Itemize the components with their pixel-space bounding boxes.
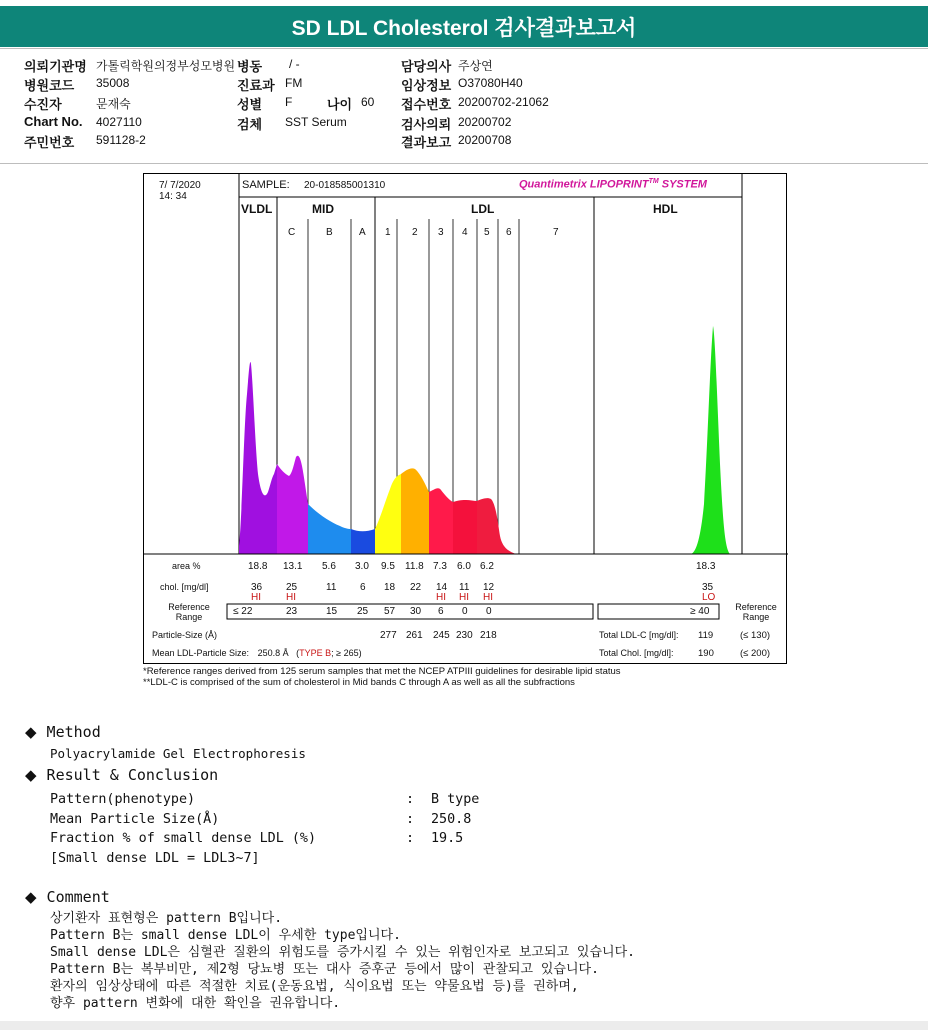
- vldl-ref: ≤ 22: [233, 606, 253, 617]
- total-ldl-ref: (≤ 130): [740, 630, 771, 641]
- band-size: 245: [433, 630, 450, 641]
- info-row: [237, 75, 303, 94]
- system-name: [519, 178, 707, 191]
- report-title: SD LDL Cholesterol 검사결과보고서: [0, 6, 928, 47]
- vldl-flag: HI: [251, 592, 261, 603]
- system-name-main: Quantimetrix LIPOPRINT: [519, 178, 649, 191]
- mean-type: TYPE B: [299, 648, 332, 658]
- band-chol: 6: [360, 582, 366, 593]
- comment-heading-text: Comment: [46, 888, 110, 906]
- footnote-1: *Reference ranges derived from 125 serum samples that met the NCEP ATPIII guidelines for desirable lipid status: [143, 666, 621, 677]
- band-flag: HI: [286, 592, 296, 603]
- bottom-strip: [0, 1021, 928, 1030]
- group-hdl: HDL: [653, 202, 678, 216]
- band-label: A: [359, 227, 366, 238]
- band-label: 6: [506, 227, 512, 238]
- result-value: B type: [431, 792, 480, 807]
- report-time: 14: 34: [159, 191, 187, 202]
- band-area: 3.0: [355, 561, 369, 572]
- info-row: [24, 75, 130, 94]
- result-sep: :: [406, 812, 415, 827]
- comment-line: 환자의 임상상태에 따른 적절한 치료(운동요법, 식이요법 또는 약물요법 등)를 권하며,: [50, 979, 579, 994]
- total-chol-value: 190: [698, 648, 714, 659]
- band-ref: 23: [286, 606, 298, 617]
- lipoprint-report: [143, 173, 787, 664]
- mean-size-label: Mean LDL-Particle Size:: [152, 648, 250, 658]
- info-key: 수진자: [24, 97, 62, 112]
- info-key: 의뢰기관명: [24, 59, 87, 74]
- info-row: [24, 114, 142, 129]
- result-value: 19.5: [431, 831, 464, 846]
- band-size: 230: [456, 630, 473, 641]
- result-key: Pattern(phenotype): [50, 792, 196, 807]
- info-row: [237, 94, 293, 113]
- result-heading-text: Result & Conclusion: [46, 766, 219, 784]
- diamond-icon: ◆: [25, 766, 37, 784]
- info-key: 결과보고: [401, 135, 452, 150]
- info-key: 나이: [327, 97, 353, 112]
- hdl-area: 18.3: [696, 561, 716, 572]
- band-flag: HI: [483, 592, 493, 603]
- comment-heading: [25, 888, 110, 906]
- total-chol-ref: (≤ 200): [740, 648, 771, 659]
- result-sep: :: [406, 831, 415, 846]
- result-key: Fraction % of small dense LDL (%): [50, 831, 317, 846]
- ldl5-peak: [477, 498, 516, 554]
- system-name-suffix: SYSTEM: [658, 178, 707, 191]
- band-chol: 14: [436, 582, 448, 593]
- diamond-icon: ◆: [25, 723, 37, 741]
- band-size: 261: [406, 630, 423, 641]
- comment-line: 상기환자 표현형은 pattern B입니다.: [50, 911, 283, 926]
- band-chol: 11: [459, 582, 470, 593]
- band-chol: 12: [483, 582, 495, 593]
- info-row: [24, 132, 146, 151]
- group-ldl: LDL: [471, 202, 495, 216]
- vldl-chol: 36: [251, 582, 263, 593]
- info-value: 20200702-21062: [458, 95, 549, 109]
- header-divider: [0, 48, 928, 49]
- info-row: [401, 94, 549, 113]
- band-ref: 15: [326, 606, 338, 617]
- info-value: 주상연: [458, 59, 493, 73]
- vldl-peak: [239, 362, 277, 554]
- info-row: [401, 56, 493, 75]
- band-ref: 0: [462, 606, 468, 617]
- info-key: 담당의사: [401, 59, 452, 74]
- info-value: 4027110: [96, 115, 142, 129]
- mean-type-open: (: [296, 648, 300, 658]
- info-key: 검사의뢰: [401, 117, 452, 132]
- info-value: 문재숙: [96, 97, 131, 111]
- band-area: 11.8: [405, 561, 424, 572]
- band-ref: 57: [384, 606, 396, 617]
- info-row: [24, 56, 236, 75]
- ref-row-label: Reference Range: [168, 602, 210, 622]
- info-divider: [0, 163, 928, 164]
- band-area: 6.2: [480, 561, 494, 572]
- sample-label: SAMPLE:: [242, 179, 290, 191]
- info-key: 성별: [237, 97, 263, 112]
- info-value: 591128-2: [96, 133, 146, 147]
- band-label: 7: [553, 227, 559, 238]
- info-key: 접수번호: [401, 97, 452, 112]
- info-key: 검체: [237, 117, 263, 132]
- size-row-label: Particle-Size (Å): [152, 630, 218, 640]
- info-value: O37080H40: [458, 76, 523, 90]
- info-value: 35008: [96, 76, 130, 90]
- ldl2-peak: [401, 468, 429, 554]
- result-value: 250.8: [431, 812, 472, 827]
- vldl-area: 18.8: [248, 561, 268, 572]
- ref-row-label-right: Reference Range: [735, 602, 777, 622]
- info-row: [237, 114, 347, 133]
- band-label: 1: [385, 227, 391, 238]
- band-area: 13.1: [283, 561, 303, 572]
- info-row: [24, 94, 131, 113]
- info-key: 진료과: [237, 78, 275, 93]
- band-ref: 6: [438, 606, 444, 617]
- mean-type-close: ; ≥ 265): [331, 648, 362, 658]
- footnote-2: **LDL-C is comprised of the sum of cholesterol in Mid bands C through A as well as all the subfractions: [143, 677, 575, 688]
- info-row: [401, 75, 523, 94]
- info-value: SST Serum: [285, 115, 347, 129]
- diamond-icon: ◆: [25, 888, 37, 906]
- band-label: 4: [462, 227, 468, 238]
- hdl-chol: 35: [702, 582, 714, 593]
- total-ldl-value: 119: [698, 630, 714, 641]
- area-row-label: area %: [172, 561, 201, 571]
- sample-number: 20-018585001310: [304, 180, 386, 191]
- hdl-ref: ≥ 40: [690, 606, 710, 617]
- comment-line: 향후 pattern 변화에 대한 확인을 권유합니다.: [50, 996, 341, 1011]
- band-ref: 25: [357, 606, 369, 617]
- report-date: 7/ 7/2020: [159, 180, 201, 191]
- total-chol-label: Total Chol. [mg/dl]:: [599, 648, 674, 658]
- info-row: [401, 132, 512, 151]
- band-chol: 25: [286, 582, 298, 593]
- info-row: [237, 56, 300, 75]
- info-value: 가톨릭학원의정부성모병원: [96, 59, 236, 73]
- info-key: 임상정보: [401, 78, 452, 93]
- band-label: 5: [484, 227, 490, 238]
- mid-a-peak: [351, 529, 375, 554]
- band-label: B: [326, 227, 333, 238]
- info-row: [327, 94, 375, 113]
- hdl-flag: LO: [702, 592, 716, 603]
- band-flag: HI: [459, 592, 469, 603]
- band-ref: 0: [486, 606, 492, 617]
- band-flag: HI: [436, 592, 446, 603]
- mid-c-peak: [277, 456, 308, 554]
- info-value: FM: [285, 76, 303, 90]
- info-key: 병동: [237, 59, 263, 74]
- method-heading: [25, 723, 101, 741]
- band-area: 9.5: [381, 561, 395, 572]
- chol-row-label: chol. [mg/dl]: [160, 582, 209, 592]
- band-chol: 11: [326, 582, 337, 593]
- band-chol: 22: [410, 582, 422, 593]
- group-mid: MID: [312, 202, 334, 216]
- comment-line: Small dense LDL은 심혈관 질환의 위험도를 증가시킬 수 있는 위험인자로 보고되고 있습니다.: [50, 945, 635, 960]
- comment-line: Pattern B는 복부비만, 제2형 당뇨병 또는 대사 증후군 등에서 많이 관찰되고 있습니다.: [50, 962, 599, 977]
- result-heading: [25, 766, 218, 784]
- band-label: 3: [438, 227, 444, 238]
- band-area: 7.3: [433, 561, 447, 572]
- hdl-peak: [691, 326, 730, 554]
- info-value: / -: [289, 57, 300, 71]
- info-value: F: [285, 95, 293, 109]
- band-ref: 30: [410, 606, 422, 617]
- result-sep: :: [406, 792, 415, 807]
- group-vldl: VLDL: [241, 202, 273, 216]
- mean-size-value: 250.8 Å: [257, 648, 289, 658]
- mean-size: [152, 648, 362, 658]
- mid-b-peak: [308, 504, 351, 554]
- info-key: 병원코드: [24, 78, 75, 93]
- band-label: C: [288, 227, 296, 238]
- band-chol: 18: [384, 582, 396, 593]
- band-area: 6.0: [457, 561, 471, 572]
- info-value: 20200708: [458, 133, 512, 147]
- total-ldl-label: Total LDL-C [mg/dl]:: [599, 630, 679, 640]
- info-key: Chart No.: [24, 114, 83, 129]
- info-value: 60: [361, 95, 375, 109]
- info-row: [401, 114, 512, 133]
- band-label: 2: [412, 227, 418, 238]
- system-tm: TM: [648, 178, 659, 185]
- method-text: Polyacrylamide Gel Electrophoresis: [50, 746, 306, 761]
- info-value: 20200702: [458, 115, 512, 129]
- comment-line: Pattern B는 small dense LDL이 우세한 type입니다.: [50, 928, 401, 943]
- band-area: 5.6: [322, 561, 336, 572]
- method-heading-text: Method: [46, 723, 101, 741]
- result-note: [Small dense LDL = LDL3~7]: [50, 851, 260, 866]
- ldl1-peak: [375, 474, 401, 554]
- band-size: 218: [480, 630, 497, 641]
- info-key: 주민번호: [24, 135, 75, 150]
- ldl4-peak: [453, 500, 477, 554]
- ldl3-peak: [429, 488, 453, 554]
- result-key: Mean Particle Size(Å): [50, 812, 220, 827]
- band-size: 277: [380, 630, 397, 641]
